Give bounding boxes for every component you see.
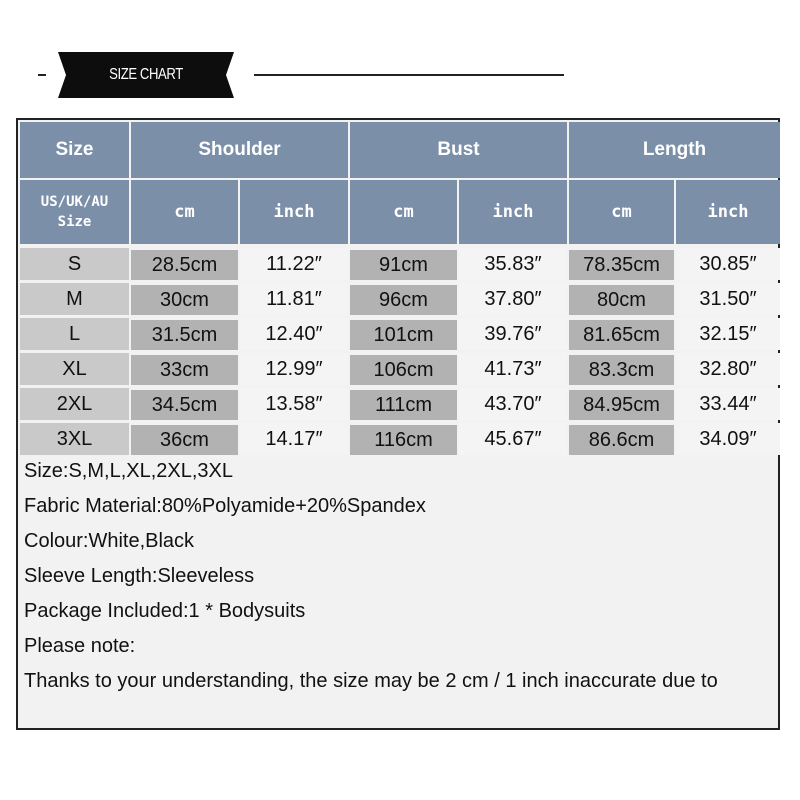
table-cell-length-inch: 32.15″ xyxy=(676,318,780,350)
table-cell-size: 3XL xyxy=(20,423,129,455)
table-cell-shoulder-cm: 36cm xyxy=(131,425,238,455)
table-cell-bust-inch: 35.83″ xyxy=(459,248,567,280)
info-fabric: Fabric Material:80%Polyamide+20%Spandex xyxy=(24,495,426,517)
table-cell-shoulder-cm: 34.5cm xyxy=(131,390,238,420)
unit-length-inch: inch xyxy=(676,180,780,244)
table-cell-bust-cm: 96cm xyxy=(350,285,457,315)
size-chart-banner xyxy=(58,52,234,98)
header-shoulder: Shoulder xyxy=(131,122,348,178)
unit-bust-cm: cm xyxy=(350,180,457,244)
unit-bust-inch: inch xyxy=(459,180,567,244)
table-cell-bust-cm: 106cm xyxy=(350,355,457,385)
info-sleeve: Sleeve Length:Sleeveless xyxy=(24,565,255,587)
table-cell-length-inch: 31.50″ xyxy=(676,283,780,315)
header-size: Size xyxy=(20,122,129,178)
table-cell-bust-cm: 116cm xyxy=(350,425,457,455)
table-cell-length-inch: 32.80″ xyxy=(676,353,780,385)
banner-title: SIZE CHART xyxy=(109,66,183,83)
table-cell-size: L xyxy=(20,318,129,350)
table-cell-size: M xyxy=(20,283,129,315)
table-cell-shoulder-inch: 12.99″ xyxy=(240,353,348,385)
table-cell-length-inch: 33.44″ xyxy=(676,388,780,420)
table-cell-bust-inch: 43.70″ xyxy=(459,388,567,420)
table-cell-shoulder-cm: 31.5cm xyxy=(131,320,238,350)
table-cell-length-cm: 81.65cm xyxy=(569,320,674,350)
table-cell-shoulder-inch: 11.81″ xyxy=(240,283,348,315)
table-cell-bust-inch: 37.80″ xyxy=(459,283,567,315)
table-cell-length-inch: 30.85″ xyxy=(676,248,780,280)
table-cell-shoulder-cm: 28.5cm xyxy=(131,250,238,280)
table-cell-shoulder-cm: 30cm xyxy=(131,285,238,315)
info-package: Package Included:1 * Bodysuits xyxy=(24,600,306,622)
info-colour: Colour:White,Black xyxy=(24,530,195,552)
table-cell-length-inch: 34.09″ xyxy=(676,423,780,455)
info-note-text: Thanks to your understanding, the size may be 2 cm / 1 inch inaccurate due to xyxy=(24,670,718,692)
table-cell-size: 2XL xyxy=(20,388,129,420)
table-cell-length-cm: 84.95cm xyxy=(569,390,674,420)
table-cell-bust-inch: 45.67″ xyxy=(459,423,567,455)
table-cell-length-cm: 86.6cm xyxy=(569,425,674,455)
info-note-heading: Please note: xyxy=(24,635,136,657)
unit-shoulder-cm: cm xyxy=(131,180,238,244)
table-cell-bust-cm: 101cm xyxy=(350,320,457,350)
table-cell-shoulder-inch: 14.17″ xyxy=(240,423,348,455)
table-cell-bust-inch: 41.73″ xyxy=(459,353,567,385)
table-cell-length-cm: 80cm xyxy=(569,285,674,315)
unit-length-cm: cm xyxy=(569,180,674,244)
header-dash xyxy=(38,74,46,76)
table-cell-bust-cm: 91cm xyxy=(350,250,457,280)
table-cell-size: XL xyxy=(20,353,129,385)
table-cell-bust-inch: 39.76″ xyxy=(459,318,567,350)
table-cell-shoulder-cm: 33cm xyxy=(131,355,238,385)
table-cell-shoulder-inch: 13.58″ xyxy=(240,388,348,420)
size-label: Size xyxy=(57,214,92,230)
header-bust: Bust xyxy=(350,122,567,178)
header-size-region xyxy=(20,180,129,244)
info-sizes: Size:S,M,L,XL,2XL,3XL xyxy=(24,460,234,482)
table-cell-bust-cm: 111cm xyxy=(350,390,457,420)
header-rule xyxy=(254,74,564,76)
table-cell-shoulder-inch: 11.22″ xyxy=(240,248,348,280)
header-length: Length xyxy=(569,122,780,178)
table-cell-size: S xyxy=(20,248,129,280)
table-cell-shoulder-inch: 12.40″ xyxy=(240,318,348,350)
size-region-label: US/UK/AU xyxy=(40,194,109,210)
unit-shoulder-inch: inch xyxy=(240,180,348,244)
table-cell-length-cm: 83.3cm xyxy=(569,355,674,385)
size-chart-frame xyxy=(16,118,780,730)
table-cell-length-cm: 78.35cm xyxy=(569,250,674,280)
